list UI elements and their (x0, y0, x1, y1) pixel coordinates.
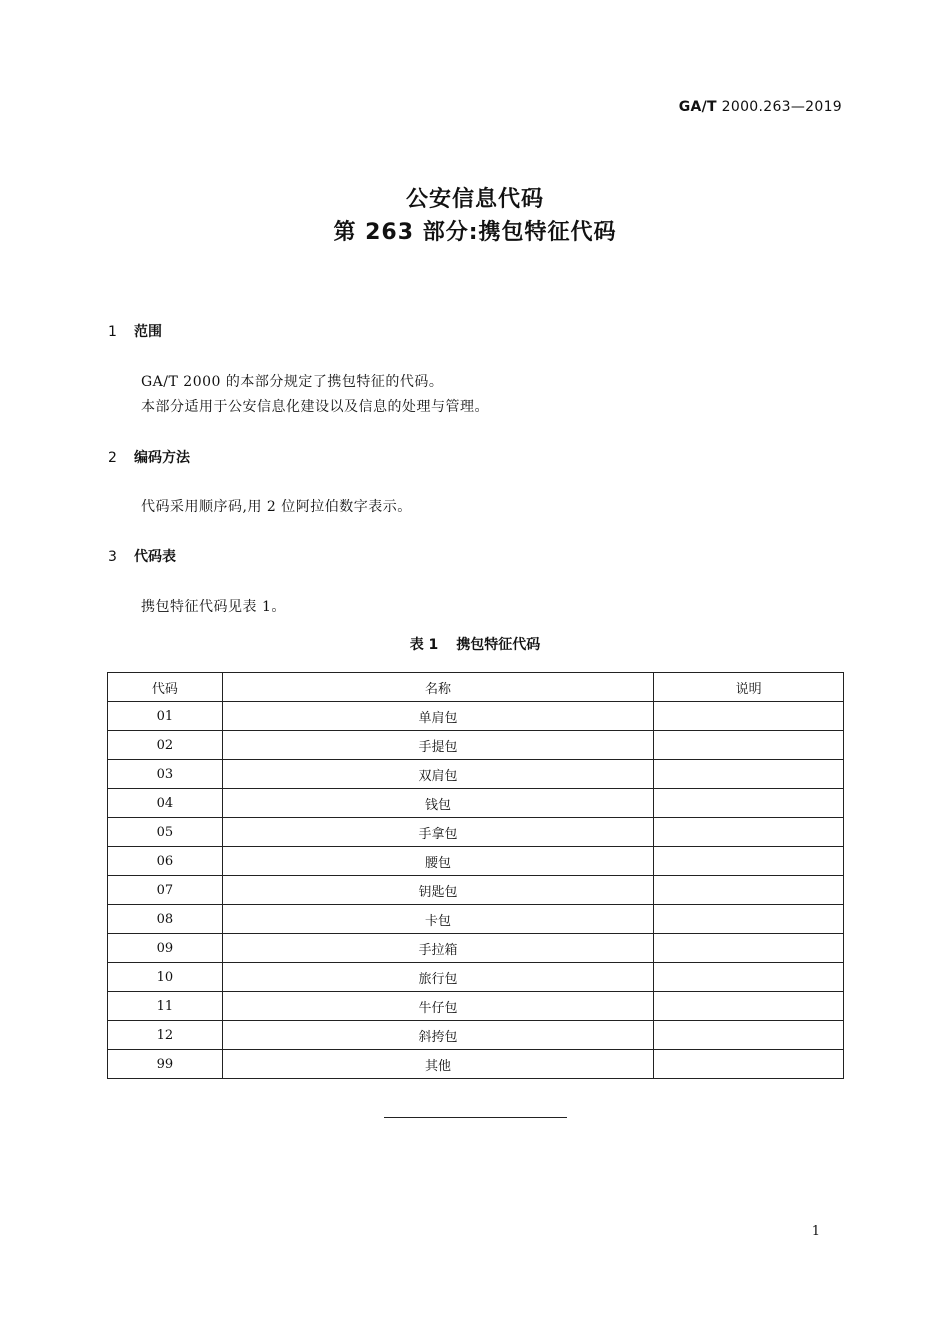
table-row (108, 876, 844, 905)
column-header-code: 代码 (108, 673, 223, 702)
code-cell: 04 (108, 789, 223, 818)
document-subtitle: 第 263 部分:携包特征代码 (333, 220, 617, 245)
paragraph: 携包特征代码见表 1。 (141, 599, 286, 615)
remark-cell (654, 847, 844, 876)
table-row (108, 905, 844, 934)
table-row (108, 818, 844, 847)
name-cell: 钥匙包 (222, 876, 653, 905)
section-heading-code-table: 3 代码表 (108, 549, 176, 565)
remark-cell (654, 992, 844, 1021)
page-number: 1 (811, 1224, 820, 1239)
name-cell: 其他 (222, 1050, 653, 1079)
remark-cell (654, 876, 844, 905)
table-row (108, 934, 844, 963)
section-heading-coding-method: 2 编码方法 (108, 450, 190, 466)
remark-cell (654, 1021, 844, 1050)
name-cell: 手拉箱 (222, 934, 653, 963)
name-cell: 斜挎包 (222, 1021, 653, 1050)
remark-cell (654, 818, 844, 847)
table-row (108, 789, 844, 818)
table-row (108, 992, 844, 1021)
table-row (108, 1050, 844, 1079)
name-cell: 单肩包 (222, 702, 653, 731)
section-heading-scope: 1 范围 (108, 324, 162, 340)
code-cell: 09 (108, 934, 223, 963)
code-cell: 07 (108, 876, 223, 905)
remark-cell (654, 702, 844, 731)
standard-code: GA/T 2000.263—2019 (678, 99, 842, 115)
remark-cell (654, 760, 844, 789)
code-table (107, 672, 844, 1079)
table-row (108, 847, 844, 876)
name-cell: 手拿包 (222, 818, 653, 847)
name-cell: 旅行包 (222, 963, 653, 992)
code-cell: 12 (108, 1021, 223, 1050)
table-row (108, 1021, 844, 1050)
name-cell: 手提包 (222, 731, 653, 760)
code-cell: 05 (108, 818, 223, 847)
table-row (108, 963, 844, 992)
column-header-name: 名称 (222, 673, 653, 702)
paragraph: 本部分适用于公安信息化建设以及信息的处理与管理。 (141, 399, 489, 415)
code-cell: 02 (108, 731, 223, 760)
paragraph: 代码采用顺序码,用 2 位阿拉伯数字表示。 (141, 499, 412, 515)
name-cell: 双肩包 (222, 760, 653, 789)
remark-cell (654, 963, 844, 992)
name-cell: 钱包 (222, 789, 653, 818)
code-cell: 99 (108, 1050, 223, 1079)
code-cell: 03 (108, 760, 223, 789)
remark-cell (654, 789, 844, 818)
remark-cell (654, 731, 844, 760)
name-cell: 腰包 (222, 847, 653, 876)
table-row (108, 702, 844, 731)
code-cell: 08 (108, 905, 223, 934)
remark-cell (654, 1050, 844, 1079)
table-caption: 表 1 携包特征代码 (409, 637, 541, 653)
name-cell: 牛仔包 (222, 992, 653, 1021)
paragraph: GA/T 2000 的本部分规定了携包特征的代码。 (141, 374, 444, 390)
code-cell: 06 (108, 847, 223, 876)
code-cell: 01 (108, 702, 223, 731)
code-cell: 11 (108, 992, 223, 1021)
code-cell: 10 (108, 963, 223, 992)
name-cell: 卡包 (222, 905, 653, 934)
table-header-row (108, 673, 844, 702)
end-rule (384, 1117, 567, 1118)
table-row (108, 731, 844, 760)
table-row (108, 760, 844, 789)
document-title: 公安信息代码 (405, 187, 544, 212)
remark-cell (654, 934, 844, 963)
column-header-remark: 说明 (654, 673, 844, 702)
remark-cell (654, 905, 844, 934)
